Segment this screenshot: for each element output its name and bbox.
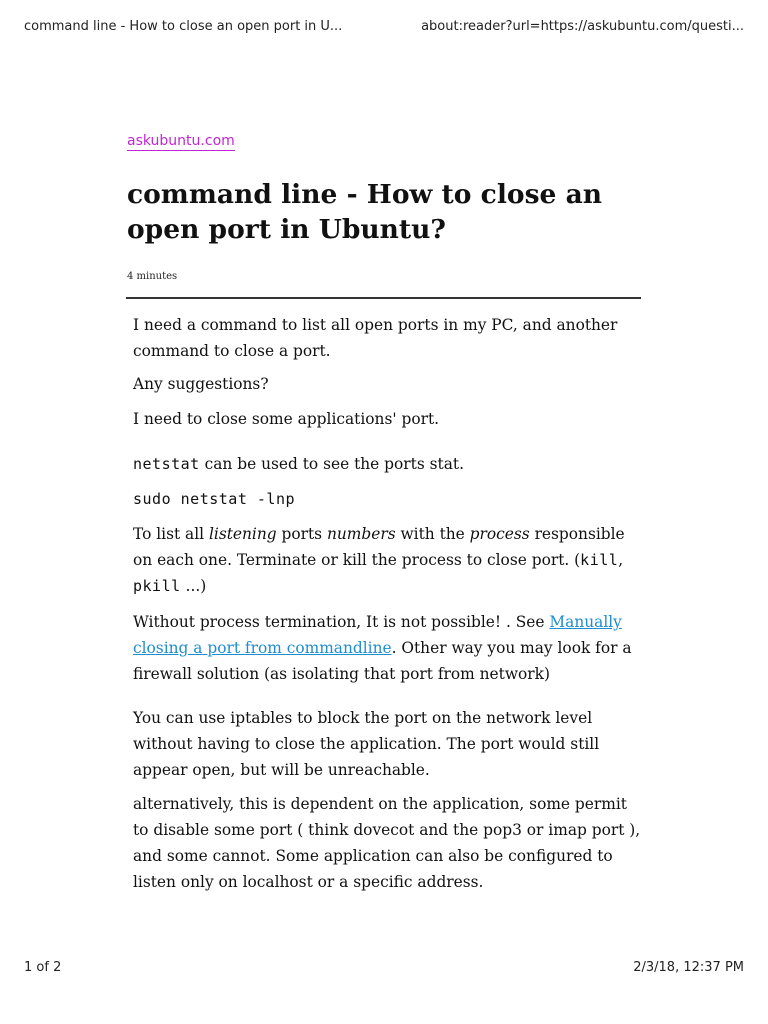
question-paragraph: Any suggestions? xyxy=(133,375,269,393)
print-footer xyxy=(24,960,744,975)
divider xyxy=(126,297,641,299)
page-number: 1 of 2 xyxy=(24,960,62,975)
answer-paragraph: To list all listening ports numbers with the process responsible on each one. Terminate or kill the process to close port. (kill, pkill ...) xyxy=(133,525,625,595)
emphasis: numbers xyxy=(326,525,396,543)
inline-code: netstat xyxy=(133,455,200,473)
reading-time: 4 minutes xyxy=(127,271,178,282)
article-content xyxy=(133,312,643,895)
answer-paragraph: alternatively, this is dependent on the application, some permit to disable some port ( think dovecot and the pop3 or imap port ), and some cannot. Some application can also be configured to listen only on localhost or a specific address. xyxy=(133,795,641,891)
question-paragraph: I need to close some applications' port. xyxy=(133,410,440,428)
command-code: sudo netstat -lnp xyxy=(133,490,296,508)
emphasis: listening xyxy=(208,525,277,543)
site-domain-link[interactable]: askubuntu.com xyxy=(127,133,235,149)
answer-paragraph: Without process termination, It is not possible! . See Manually closing a port from commandline. Other way you may look for a firewall solution (as isolating that port from network) xyxy=(133,613,632,683)
print-datetime: 2/3/18, 12:37 PM xyxy=(633,960,744,975)
manually-closing-port-link[interactable]: Manually closing a port from commandline xyxy=(133,613,622,657)
emphasis: process xyxy=(469,525,530,543)
print-header xyxy=(24,19,744,34)
answer-paragraph: You can use iptables to block the port on the network level without having to close the application. The port would still appear open, but will be unreachable. xyxy=(133,709,600,779)
article-title: command line - How to close an open port in Ubuntu? xyxy=(127,179,603,245)
inline-code: pkill xyxy=(133,577,181,595)
question-paragraph: I need a command to list all open ports in my PC, and another command to close a port. xyxy=(133,316,618,360)
page-url: about:reader?url=https://askubuntu.com/questi... xyxy=(421,19,744,34)
code-block xyxy=(133,486,643,512)
tab-title: command line - How to close an open port in U... xyxy=(24,19,343,34)
answer-paragraph: netstat can be used to see the ports stat. xyxy=(133,455,464,473)
inline-code: kill xyxy=(580,551,619,569)
